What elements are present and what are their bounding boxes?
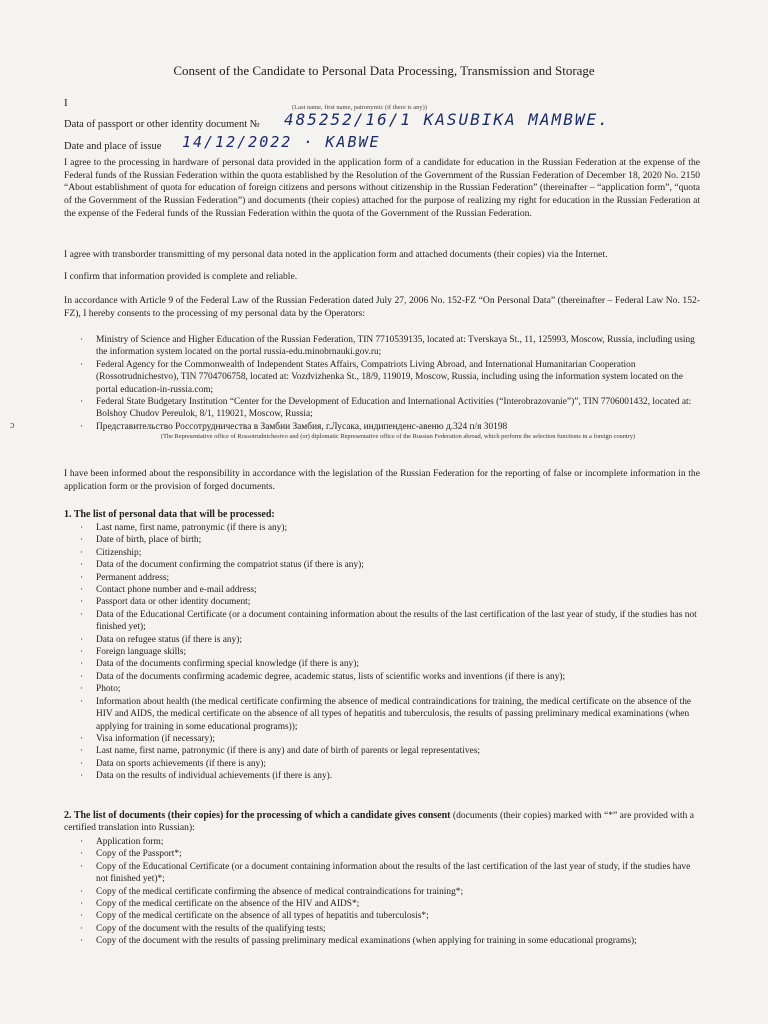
name-hint: (Last name, first name, patronymic (if there is any)) xyxy=(292,104,428,111)
list-item: · Photo; xyxy=(80,684,121,695)
list-item: · Last name, first name, patronymic (if there is any) and date of birth of parents or legal representatives; xyxy=(80,746,480,757)
list-item: · Data of the Educational Certificate (or a document containing information about the results of the last certification of the last year of study, if the studies has not finished yet); xyxy=(80,609,697,633)
agree-paragraph: I agree to the processing in hardware of personal data provided in the application form of a candidate for education in the Russian Federation at the expense of the Federal funds of the Russian Federation within the quota established by the Resolution of the Government of the Russian Federation of December 18, 2020 No. 2150 “About establishment of quota for education of foreign citizens and persons without citizenship in the Russian Federation” (thereinafter – “application form”, “quota of the Government of the Russian Federation”) and documents (their copies) attached for the purpose of realizing my right for education in the Russian Federation at the expense of the Federal funds of the Russian Federation within the quota of the Government of the Russian Federation. xyxy=(64,157,700,219)
list-item: · Data on refugee status (if there is any); xyxy=(80,634,243,645)
operator-item: · Представительство Россотрудничества в Замбии Замбия, г.Лусака, индипенденс-авеню д.324 п/я 30198 xyxy=(80,421,508,432)
section1-heading: 1. The list of personal data that will be processed: xyxy=(64,509,275,520)
responsibility-paragraph: I have been informed about the responsibility in accordance with the legislation of the Russian Federation for the reporting of false or incomplete information in the application form or the provision of forged documents. xyxy=(64,468,700,492)
margin-mark: ɔ xyxy=(10,420,15,431)
i-mark: I xyxy=(64,97,68,109)
issue-handwritten: 14/12/2022 · KABWE xyxy=(182,133,381,151)
list-item: · Data on the results of individual achievements (if there is any). xyxy=(80,771,333,782)
list-item: · Application form; xyxy=(80,837,164,847)
list-item: · Copy of the document with the results of the qualifying tests; xyxy=(80,923,326,934)
list-item: · Data of the documents confirming special knowledge (if there is any); xyxy=(80,659,359,670)
list-item: · Copy of the medical certificate on the absence of the HIV and AIDS*; xyxy=(80,899,360,910)
operator-note: (The Representative office of Rossotrudnichestvo and (or) diplomatic Representative office of the Russian Federation abroad, which perform the selection functions in a foreign country) xyxy=(160,433,636,441)
article-paragraph: In accordance with Article 9 of the Federal Law of the Russian Federation dated July 27, 2006 No. 152-FZ “On Personal Data” (thereinafter – Federal Law No. 152-FZ), I hereby consents to the processing of my personal data by the Operators: xyxy=(64,295,700,319)
list-item: · Passport data or other identity document; xyxy=(80,597,251,608)
list-item: · Copy of the document with the results of passing preliminary medical examinations (when applying for training in some educational programs); xyxy=(80,936,637,947)
list-item: · Copy of the medical certificate on the absence of all types of hepatitis and tuberculosis*; xyxy=(80,911,429,922)
list-item: · Copy of the Educational Certificate (or a document containing information about the results of the last certification of the last year of study, if the studies have not finished yet)*; xyxy=(80,861,691,885)
list-item: · Last name, first name, patronymic (if there is any); xyxy=(80,523,288,533)
operators-list xyxy=(80,334,700,441)
list-item: · Citizenship; xyxy=(80,547,142,558)
list-item: · Copy of the medical certificate confirming the absence of medical contraindications for training*; xyxy=(80,886,464,897)
documents-list xyxy=(80,836,700,948)
issue-label: Date and place of issue xyxy=(64,141,162,152)
operator-item: · Federal State Budgetary Institution “Center for the Development of Education and International Activities (“Interobrazovanie”)”, TIN 7706001432, located at: Bolshoy Chudov Pereulok, 8/1, 119021, Moscow, Russia; xyxy=(80,397,692,420)
confirm-paragraph: I confirm that information provided is complete and reliable. xyxy=(64,271,298,282)
operator-item: · Federal Agency for the Commonwealth of Independent States Affairs, Compatriots Living Abroad, and International Humanitarian Cooperation (Rossotrudnichestvo), TIN 7704706758, located at: Vozdvizhenka St., 18/9, 119019, Moscow, Russia, including using the information system located on the portal education-in-russia.com; xyxy=(80,359,683,395)
list-item: · Data of the document confirming the compatriot status (if there is any); xyxy=(80,560,364,571)
list-item: · Copy of the Passport*; xyxy=(80,849,182,860)
section2-heading: 2. The list of documents (their copies) for the processing of which a candidate gives consent (documents (their copies) marked with “*” are provided with a certified translation into Russian): xyxy=(64,810,694,834)
list-item: · Contact phone number and e-mail address; xyxy=(80,585,257,596)
transborder-paragraph: I agree with transborder transmitting of my personal data noted in the application form and attached documents (their copies) via the Internet. xyxy=(64,249,608,260)
document-title: Consent of the Candidate to Personal Data Processing, Transmission and Storage xyxy=(173,63,595,78)
list-item: · Visa information (if necessary); xyxy=(80,733,215,744)
personal-data-list xyxy=(80,522,700,783)
list-item: · Permanent address; xyxy=(80,572,170,583)
operator-item: · Ministry of Science and Higher Education of the Russian Federation, TIN 7710539135, located at: Tverskaya St., 11, 125993, Moscow, Russia, including using the information system located on the portal russia-edu.minobrnauki.gov.ru; xyxy=(80,335,695,358)
passport-label: Data of passport or other identity document № xyxy=(64,119,260,130)
list-item: · Date of birth, place of birth; xyxy=(80,535,202,546)
list-item: · Foreign language skills; xyxy=(80,647,187,658)
passport-handwritten: 485252/16/1 KASUBIKA MAMBWE. xyxy=(284,110,610,129)
list-item: · Data of the documents confirming academic degree, academic status, lists of scientific works and inventions (if there is any); xyxy=(80,671,566,682)
list-item: · Data on sports achievements (if there is any); xyxy=(80,758,266,769)
list-item: · Information about health (the medical certificate confirming the absence of medical contraindications for training, the medical certificate on the absence of the HIV and AIDS, the medical certificate on the absence of all types of hepatitis and tuberculosis, the results of passing preliminary medical examinations (when applying for training in some educational programs)); xyxy=(80,696,692,732)
